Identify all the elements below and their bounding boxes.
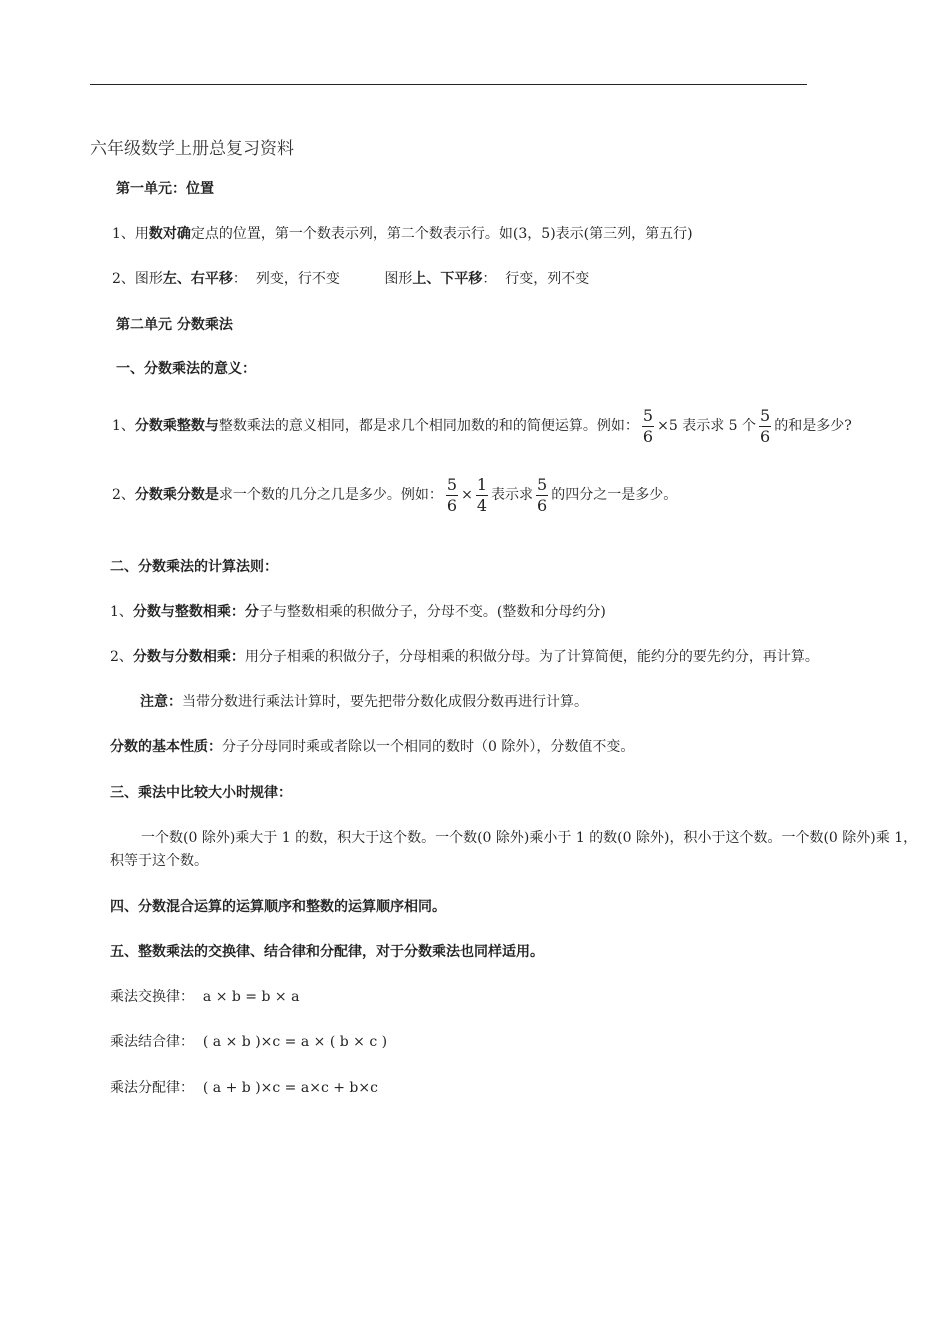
unit2-heading: 第二单元 分数乘法	[116, 317, 233, 333]
meaning2-text: 求一个数的几分之几是多少。例如：	[218, 487, 443, 503]
fraction-numerator: 1	[476, 474, 488, 494]
meaning1-mid: ×5 表示求 5 个	[657, 418, 757, 434]
rule2-bold: 分数与分数相乘：	[132, 649, 245, 665]
unit1-item1-bold: 数对确	[148, 226, 191, 242]
fraction-denominator: 6	[446, 495, 458, 515]
fraction-denominator: 6	[537, 495, 548, 515]
associative-law: 乘法结合律： ( a × b )×c = a × ( b × c )	[110, 1034, 388, 1050]
unit1-item2-mid2: ： 行变，列不变	[482, 271, 590, 287]
note	[140, 693, 588, 711]
unit1-item2-bold1: 左、右平移	[162, 271, 233, 287]
unit1-heading: 第一单元：位置	[116, 181, 214, 197]
unit1-item2-mid1: ： 列变，行不变 图形	[232, 271, 413, 287]
unit1-item1-post: 定点的位置，第一个数表示列，第二个数表示行。如(3，5)表示(第三列，第五行)	[190, 226, 693, 242]
meaning2-bold: 分数乘分数是	[134, 487, 219, 503]
sec3-text: 一个数(0 除外)乘大于 1 的数，积大于这个数。一个数(0 除外)乘小于 1 的数(0 除外)，积小于这个数。一个数(0 除外)乘 1，积等于这个数。	[110, 830, 918, 869]
sec4-heading: 四、分数混合运算的运算顺序和整数的运算顺序相同。	[110, 899, 446, 915]
meaning2	[112, 475, 677, 515]
meaning1-text: 整数乘法的意义相同，都是求几个相同加数的和的简便运算。例如：	[218, 418, 639, 434]
fraction-denominator: 6	[760, 426, 771, 446]
basic-property	[110, 738, 634, 756]
rule1-pre: 1、	[110, 604, 133, 620]
unit1-item2-pre: 2、图形	[112, 271, 163, 287]
times-sign: ×	[461, 487, 473, 503]
rule1	[110, 603, 606, 621]
fraction	[536, 476, 548, 515]
meaning1-post: 的和是多少?	[774, 418, 852, 434]
distributive-law: 乘法分配律： ( a + b )×c = a×c + b×c	[110, 1080, 378, 1096]
rule1-bold: 分数与整数相乘：分	[132, 604, 259, 620]
unit1-item2-bold2: 上、下平移	[412, 271, 483, 287]
note-text: 当带分数进行乘法计算时，要先把带分数化成假分数再进行计算。	[182, 694, 588, 710]
fraction-numerator: 5	[446, 474, 458, 494]
unit1-item1	[112, 225, 693, 243]
fraction-denominator: 4	[476, 495, 488, 515]
unit1-item2	[112, 270, 589, 288]
fraction-numerator: 5	[642, 405, 654, 425]
meaning1	[112, 406, 852, 446]
top-rule	[90, 84, 807, 85]
rule2	[110, 648, 819, 666]
meaning1-bold: 分数乘整数与	[134, 418, 219, 434]
property-bold: 分数的基本性质：	[110, 739, 222, 755]
unit1-item1-pre: 1、用	[112, 226, 149, 242]
fraction-numerator: 5	[537, 474, 548, 494]
rule2-pre: 2、	[110, 649, 133, 665]
sec1-heading: 一、分数乘法的意义：	[116, 361, 256, 377]
rule2-text: 用分子相乘的积做分子，分母相乘的积做分母。为了计算简便，能约分的要先约分，再计算。	[244, 649, 819, 665]
fraction	[476, 476, 488, 515]
meaning2-pre: 2、	[112, 487, 135, 503]
meaning2-mid: 表示求	[491, 487, 534, 503]
fraction	[759, 407, 771, 446]
fraction-denominator: 6	[642, 426, 654, 446]
meaning1-pre: 1、	[112, 418, 135, 434]
commutative-law: 乘法交换律： a × b = b × a	[110, 989, 300, 1005]
fraction	[446, 476, 458, 515]
sec5-heading: 五、整数乘法的交换律、结合律和分配律，对于分数乘法也同样适用。	[110, 944, 544, 960]
rule1-text: 子与整数相乘的积做分子，分母不变。(整数和分母约分)	[258, 604, 606, 620]
sec3-heading: 三、乘法中比较大小时规律：	[110, 785, 292, 801]
page-title: 六年级数学上册总复习资料	[90, 139, 294, 159]
sec2-heading: 二、分数乘法的计算法则：	[110, 559, 278, 575]
fraction	[642, 407, 654, 446]
property-text: 分子分母同时乘或者除以一个相同的数时（0 除外），分数值不变。	[222, 739, 635, 755]
fraction-numerator: 5	[760, 405, 771, 425]
meaning2-post: 的四分之一是多少。	[551, 487, 678, 503]
note-bold: 注意：	[140, 694, 182, 710]
